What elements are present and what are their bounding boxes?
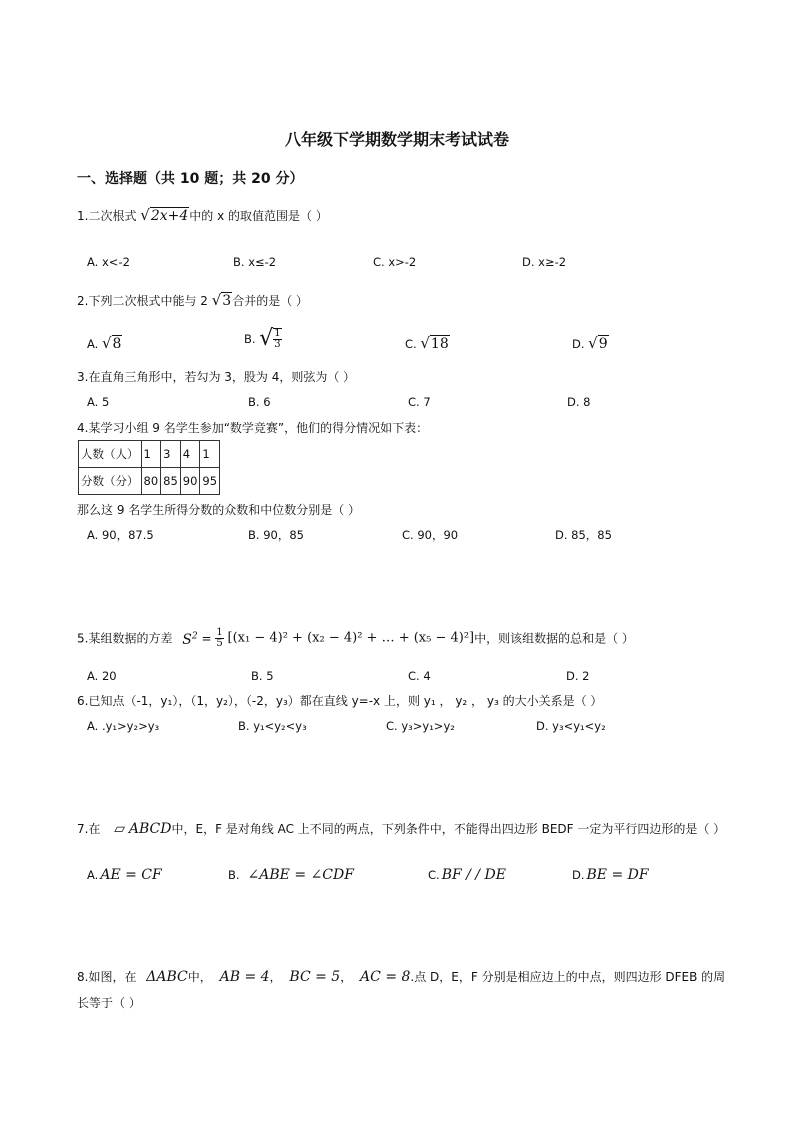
q2-option-b xyxy=(244,328,282,350)
q1-suffix: 中的 x 的取值范围是（ ） xyxy=(189,209,328,223)
q2-option-c-radicand: 18 xyxy=(430,336,449,352)
sqrt-icon: √ xyxy=(140,206,150,224)
q2-option-d-radicand: 9 xyxy=(598,336,608,352)
q7-prefix: 7.在 xyxy=(77,822,101,836)
q2-option-a xyxy=(87,336,122,351)
q5-option-b: B. 5 xyxy=(251,669,274,683)
q7-option-a-expr: AE = CF xyxy=(100,867,162,883)
q1-option-b: B. x≤-2 xyxy=(233,255,277,269)
table-cell: 85 xyxy=(161,468,181,495)
q2-option-d-label: D. xyxy=(572,337,585,351)
q8-prefix: 8.如图，在 xyxy=(77,970,137,984)
q5-formula-eq: = xyxy=(201,631,212,646)
q8-ab: AB = 4 xyxy=(219,969,270,985)
question-4: 4.某学习小组 9 名学生参加“数学竞赛”，他们的得分情况如下表： xyxy=(77,421,429,435)
formula-s: S xyxy=(182,632,192,649)
q1-prefix: 1.二次根式 xyxy=(77,209,137,223)
q8-sep: ， xyxy=(340,970,353,984)
q7-option-b-label: B. xyxy=(228,868,240,882)
q2-radicand: 3 xyxy=(222,293,232,309)
q4-option-a: A. 90，87.5 xyxy=(87,528,154,542)
q7-option-d-expr: BE = DF xyxy=(586,867,649,883)
q6-option-c: C. y₃>y₁>y₂ xyxy=(386,719,455,733)
sqrt-icon: √ xyxy=(588,334,598,352)
fraction-numerator: 1 xyxy=(216,627,223,638)
q2-option-a-label: A. xyxy=(87,337,99,351)
table-cell: 4 xyxy=(180,441,200,468)
table-cell: 1 xyxy=(141,441,161,468)
q7-option-c-label: C. xyxy=(428,868,440,882)
q1-option-d: D. x≥-2 xyxy=(522,255,567,269)
q2-option-c-label: C. xyxy=(405,337,417,351)
question-5 xyxy=(77,628,634,649)
table-cell: 80 xyxy=(141,468,161,495)
fraction-numerator: 1 xyxy=(274,328,281,339)
q3-option-c: C. 7 xyxy=(408,395,431,409)
question-1 xyxy=(77,207,328,224)
table-cell: 1 xyxy=(200,441,220,468)
q3-option-a: A. 5 xyxy=(87,395,110,409)
q8-rest: .点 D，E，F 分别是相应边上的中点，则四边形 DFEB 的周长等于（ ） xyxy=(77,970,726,1010)
sqrt-icon: √ xyxy=(259,326,274,351)
question-7 xyxy=(77,816,727,842)
q5-option-c: C. 4 xyxy=(408,669,431,683)
q2-suffix: 合并的是（ ） xyxy=(232,294,309,308)
q7-option-a-label: A. xyxy=(87,868,99,882)
q7-option-c-expr: BF / / DE xyxy=(441,867,506,883)
section-heading: 一、选择题（共 10 题；共 20 分） xyxy=(77,171,304,187)
q2-option-c xyxy=(405,336,450,351)
q2-option-a-radicand: 8 xyxy=(112,336,122,352)
q8-triangle: ΔABC xyxy=(146,969,188,985)
sqrt-icon: √ xyxy=(101,334,112,352)
q5-prefix: 5.某组数据的方差 xyxy=(77,631,173,646)
q5-option-d: D. 2 xyxy=(566,669,590,683)
table-cell: 3 xyxy=(161,441,181,468)
page-title: 八年级下学期数学期末考试试卷 xyxy=(284,130,509,149)
q5-suffix: 中，则该组数据的总和是（ ） xyxy=(474,631,634,646)
q5-fraction xyxy=(215,628,223,649)
q1-option-a: A. x<-2 xyxy=(87,255,130,269)
q2-prefix: 2.下列二次根式中能与 2 xyxy=(77,294,208,308)
q7-figure: ABCD xyxy=(128,821,172,837)
q1-radicand: 2x+4 xyxy=(150,208,189,224)
q5-formula-s: $S^2$ xyxy=(182,631,198,649)
q1-option-c: C. x>-2 xyxy=(373,255,417,269)
q7-text: 中，E，F 是对角线 AC 上不同的两点，下列条件中，不能得出四边形 BEDF 一定为平行四边形的是（ ） xyxy=(171,822,726,836)
q7-option-c xyxy=(428,868,506,882)
q4-option-d: D. 85，85 xyxy=(555,528,612,542)
question-6: 6.已知点（-1，y₁），（1，y₂），（-2，y₃）都在直线 y=-x 上，则 y₁ ， y₂ ， y₃ 的大小关系是（ ） xyxy=(77,694,603,708)
sqrt-icon: √ xyxy=(420,334,430,352)
q7-option-b-expr: ∠ABE = ∠CDF xyxy=(247,867,354,883)
q8-bc: BC = 5 xyxy=(289,969,341,985)
q7-option-d xyxy=(572,868,649,882)
q7-option-a xyxy=(87,868,162,882)
question-2 xyxy=(77,292,308,309)
q7-option-d-label: D. xyxy=(572,868,585,882)
parallelogram-icon: ▱ xyxy=(114,821,126,837)
table-row xyxy=(79,441,220,468)
q4-option-c: C. 90，90 xyxy=(402,528,459,542)
fraction-denominator: 3 xyxy=(274,339,281,350)
q7-option-b xyxy=(228,868,354,882)
q2-option-b-label: B. xyxy=(244,332,256,346)
q8-part1: 中， xyxy=(187,970,212,984)
question-8 xyxy=(77,964,727,1016)
q3-option-d: D. 8 xyxy=(567,395,591,409)
score-table xyxy=(78,440,220,495)
q8-ac: AC = 8 xyxy=(360,969,411,985)
q8-sep: ， xyxy=(269,970,282,984)
table-cell: 90 xyxy=(180,468,200,495)
q2-option-b-fraction xyxy=(273,328,281,350)
table-cell: 人数（人） xyxy=(79,441,142,468)
q4-question: 那么这 9 名学生所得分数的众数和中位数分别是（ ） xyxy=(77,503,361,517)
question-3: 3.在直角三角形中，若勾为 3，股为 4，则弦为（ ） xyxy=(77,370,356,384)
table-row xyxy=(79,468,220,495)
q2-option-d xyxy=(572,336,609,351)
q5-formula-body: [(x₁ − 4)² + (x₂ − 4)² + … + (x₅ − 4)²] xyxy=(227,630,475,646)
table-cell: 分数（分） xyxy=(79,468,142,495)
q6-option-a: A. .y₁>y₂>y₃ xyxy=(87,719,160,733)
sqrt-icon: √ xyxy=(211,291,222,309)
q5-option-a: A. 20 xyxy=(87,669,117,683)
q3-option-b: B. 6 xyxy=(248,395,271,409)
fraction-denominator: 5 xyxy=(216,638,223,649)
q6-option-d: D. y₃<y₁<y₂ xyxy=(536,719,606,733)
q6-option-b: B. y₁<y₂<y₃ xyxy=(238,719,307,733)
q4-option-b: B. 90，85 xyxy=(248,528,304,542)
table-cell: 95 xyxy=(200,468,220,495)
